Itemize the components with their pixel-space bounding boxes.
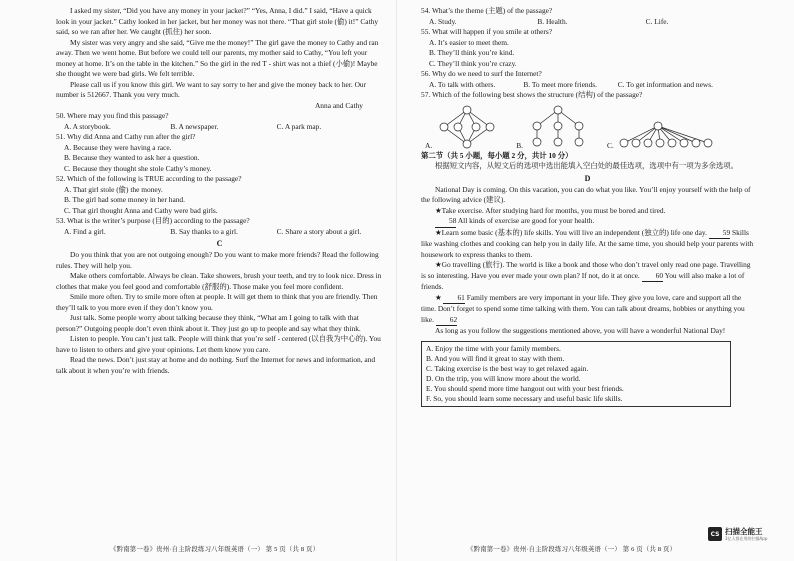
blank-61: 61 [443, 293, 464, 305]
diagram-a-label: A. [425, 140, 433, 150]
diagram-b [516, 104, 589, 150]
section-d-heading: D [584, 173, 591, 183]
option-50a: A. A storybook. [64, 121, 111, 131]
diagram-c [607, 120, 714, 150]
option-56b: B. To meet more friends. [523, 79, 598, 89]
text-after-60: You will also make a lot of friends. [421, 270, 745, 291]
page-6-footer: 《黔南第一卷》贵州·自主阶段练习八年级英语（一） 第 6 页（共 8 页） [467, 546, 677, 553]
blank-59: 59 [709, 228, 730, 240]
option-53a: A. Find a girl. [64, 226, 106, 236]
option-51a: A. Because they were having a race. [64, 142, 172, 152]
passage-d-exercise: ★Take exercise. After studying hard for months, you must be bored and tired. [435, 205, 666, 215]
question-56-options [421, 80, 754, 91]
question-50-options [56, 122, 383, 133]
diagram-b-graphic [527, 104, 589, 150]
passage-d-conclusion: As long as you follow the suggestions mentioned above, you will have a wonderful National Day! [435, 326, 726, 335]
option-d: D. On the trip, you will know more about the world. [426, 373, 581, 383]
passage-c-paragraph-6: Read the news. Don’t just stay at home and do nothing. Surf the Internet for news and information, and talk about it when you’re with friends. [56, 355, 376, 375]
passage-c-paragraph-3: Smile more often. Try to smile more often at people. It will get them to think that you are friendly. Then they’ll talk to you more even if they don’t know you. [56, 292, 378, 312]
passage-d-family [421, 293, 754, 327]
question-55: 55. What will happen if you smile at others? [421, 27, 553, 36]
question-53: 53. What is the writer’s purpose (目的) according to the passage? [56, 216, 250, 225]
blank-60: 60 [642, 271, 663, 283]
scanner-watermark [708, 521, 788, 547]
question-54: 54. What’s the theme (主题) of the passage? [421, 6, 553, 15]
text-before-60: ★Go travelling (旅行). The world is like a book and those who don’t travel only read one page. Travelling is so interesting. Have you ever made your own plan? If not, do it at once. [421, 260, 751, 280]
option-51b: B. Because they wanted to ask her a question. [64, 153, 200, 162]
question-56: 56. Why do we need to surf the Internet? [421, 69, 542, 78]
option-56c: C. To get information and news. [617, 79, 713, 89]
passage-b-paragraph-1: I asked my sister, “Did you have any money in your jacket?” “Yes, Anna, I did.” I said, “Have a quick look in your jacket.” Cathy looked in her jacket, but her money was not there. “That girl stole (偷) it!” Cathy said, so we ran after her. We caught (抓住) her soon. [56, 6, 379, 36]
option-50c: C. A park map. [276, 121, 322, 131]
text-after-58: All kinds of exercise are good for your health. [456, 216, 595, 225]
option-c: C. Taking exercise is the best way to get relaxed again. [426, 363, 589, 373]
option-a: A. Enjoy the time with your family members. [426, 343, 561, 353]
diagram-b-label: B. [516, 140, 523, 150]
blank-62: 62 [436, 315, 457, 327]
passage-c-paragraph-5: Listen to people. You can’t just talk. People will think that you’re self - centered (以自我为中心的). You have to listen to others and give your opinions. Let them know you care. [56, 334, 381, 354]
question-51: 51. Why did Anna and Cathy run after the girl? [56, 132, 196, 141]
text-before-59: ★Learn some basic (基本的) life skills. You will live an independent (独立的) life one day. [435, 227, 709, 237]
question-50: 50. Where may you find this passage? [56, 111, 169, 120]
option-52c: C. That girl thought Anna and Cathy were bad girls. [64, 205, 218, 215]
question-53-options [56, 227, 383, 238]
passage-b-paragraph-2: My sister was very angry and she said, “Give me the money!” The girl gave the money to Cathy and ran away. Then we went home. But before we could tell our parents, my mother said to Cathy, “You left your money at home. It’s on the table in the kitchen.” So the girl in the red T - shirt was not a thief (小偷)! Maybe she thought we were bad girls. We felt terrible. [56, 37, 379, 78]
option-53b: B. Say thanks to a girl. [170, 226, 238, 236]
diagram-a-graphic [436, 104, 498, 150]
text-after-61: Family members are very important in your life. They give you love, care and support all the time. Don’t forget to spend some time talking with them. You can talk about dreams, hobbies or anything you like. [421, 292, 745, 324]
scanner-logo-text [725, 527, 767, 542]
passage-c-paragraph-4: Just talk. Some people worry about talking because they think, “What am I going to talk with that person?” Outgoing people don’t even think about it. They just go up to people and say what they think. [56, 313, 361, 333]
signature: Anna and Cathy [314, 100, 363, 110]
option-55a: A. It’s easier to meet them. [429, 37, 509, 47]
diagram-a [425, 104, 498, 150]
scanner-logo-title: 扫描全能王 [725, 526, 763, 536]
section-2-heading: 第二节（共 5 小题，每小题 2 分，共计 10 分） [421, 150, 573, 160]
option-55c: C. They’ll think you’re crazy. [429, 58, 517, 68]
right-page [397, 0, 794, 561]
option-50b: B. A newspaper. [170, 121, 219, 131]
option-52b: B. The girl had some money in her hand. [64, 195, 185, 204]
passage-d-intro: National Day is coming. On this vacation, you can do what you like. You’ll enjoy yourself with the help of the following advice (建议). [421, 184, 751, 204]
options-box [421, 341, 731, 407]
option-54c: C. Life. [645, 16, 669, 26]
text-after-59: Skills like washing clothes and cooking can help you in daily life. At the same time, you should help your parents with housework to express thanks to them. [421, 227, 754, 259]
option-e: E. You should spend more time hangout out with your best friends. [426, 383, 624, 393]
scanner-logo-icon: CS [708, 527, 722, 541]
option-52a: A. That girl stole (偷) the money. [64, 184, 163, 194]
section-c-heading: C [216, 239, 223, 248]
blank-58: 58 [435, 216, 456, 228]
diagram-c-graphic [618, 120, 714, 150]
star-before-61: ★ [435, 292, 444, 302]
question-52: 52. Which of the following is TRUE according to the passage? [56, 174, 242, 183]
scanner-logo-subtitle: 3亿人都在用的扫描App [725, 535, 768, 541]
passage-d-58-line [421, 216, 754, 228]
option-54a: A. Study. [429, 16, 457, 26]
option-f: F. So, you should learn some necessary and useful basic life skills. [426, 393, 623, 403]
diagram-c-label: C. [606, 140, 614, 150]
page-5-footer: 《黔南第一卷》贵州·自主阶段练习八年级英语（一） 第 5 页（共 8 页） [110, 546, 320, 553]
question-57: 57. Which of the following best shows the structure (结构) of the passage? [421, 90, 643, 99]
passage-d-life-skills [421, 228, 754, 261]
option-56a: A. To talk with others. [429, 79, 496, 89]
option-54b: B. Health. [537, 16, 568, 26]
option-53c: C. Share a story about a girl. [276, 226, 362, 236]
passage-c-paragraph-2: Make others comfortable. Always be clean. Take showers, brush your teeth, and try to look nice. Dress in clothes that make you feel good and comfortable (舒服的). Those make you feel more confident. [56, 271, 382, 291]
structure-diagrams [421, 102, 754, 150]
question-54-options [421, 17, 754, 28]
passage-c-paragraph-1: Do you think that you are not outgoing enough? Do you want to make more friends? Read the following rules. They will help you. [56, 250, 379, 270]
passage-d-travel [421, 260, 754, 293]
option-b: B. And you will find it great to stay with them. [426, 353, 565, 363]
passage-b-paragraph-3: Please call us if you know this girl. We want to say sorry to her and give the money back to her. Our number is 512667. Thank you very much. [56, 79, 367, 99]
section-2-instruction: 根据短文内容，从短文后的选项中选出能填入空白处的最佳选项，选项中有一项为多余选项。 [435, 161, 739, 170]
option-51c: C. Because they thought she stole Cathy’s money. [64, 163, 212, 173]
option-55b: B. They’ll think you’re kind. [429, 48, 515, 57]
